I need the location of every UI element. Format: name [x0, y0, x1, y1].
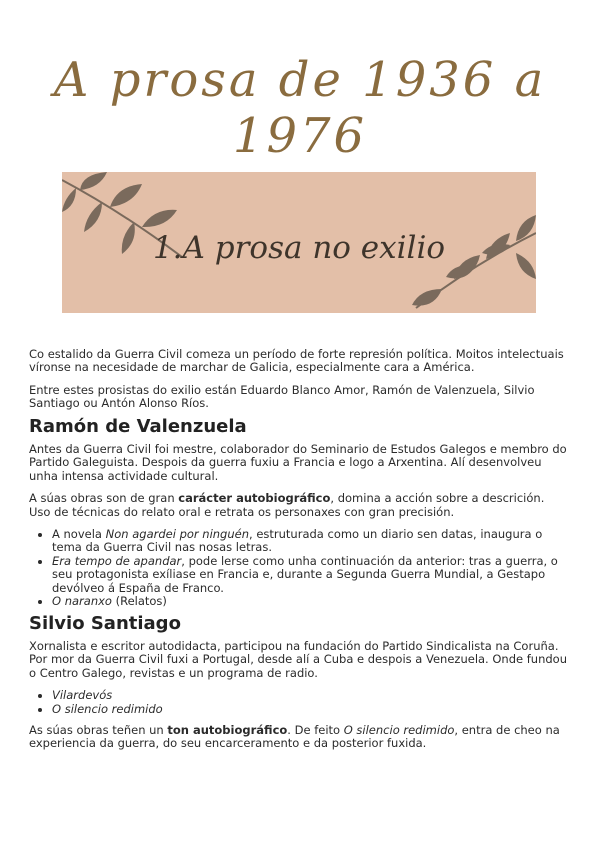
- bio-paragraph: Antes da Guerra Civil foi mestre, colaborador do Seminario de Estudos Galegos e membro do Partido Galeguista. Despois da guerra fuxiu a Francia e logo a Arxentina. Alí desenvolveu unha intensa actividade cultural.: [29, 442, 567, 483]
- section-banner: [62, 172, 536, 313]
- document-body: [29, 348, 569, 760]
- page-title: A prosa de 1936 a 1976: [53, 52, 547, 164]
- list-item: • O naranxo (Relatos): [52, 595, 569, 608]
- list-item: • Vilardevós: [52, 689, 569, 702]
- bio-paragraph: Xornalista e escritor autodidacta, participou na fundación do Partido Sindicalista na Coruña. Por mor da Guerra Civil fuxi a Portugal, desde alí a Cuba e despois a Venezuela. Onde fundou o Centro Galego, revistas e un programa de radio.: [29, 638, 567, 680]
- list-item: • O silencio redimido: [52, 703, 569, 716]
- list-item: • Era tempo de apandar, pode lerse como unha continuación da anterior: tras a guerra, o seu protagonista exíliase en Francia e, durante a Segunda Guerra Mundial, a Gestapo devólveo á España de Franco.: [52, 555, 569, 595]
- works-paragraph: As súas obras teñen un ton autobiográfico. De feito O silencio redimido, entra de cheo na experiencia da guerra, do seu encarceramento e da posterior fuxida.: [29, 722, 560, 751]
- works-list: [29, 689, 569, 716]
- intro-paragraph: Co estalido da Guerra Civil comeza un período de forte represión política. Moitos intelectuais víronse na necesidade de marchar de Galicia, especialmente cara a América.: [29, 347, 564, 375]
- author-heading-santiago: Silvio Santiago: [29, 612, 181, 634]
- intro-paragraph: Entre estes prosistas do exilio están Eduardo Blanco Amor, Ramón de Valenzuela, Silvio Santiago ou Antón Alonso Ríos.: [29, 382, 535, 411]
- works-list: [29, 528, 569, 608]
- author-heading-valenzuela: Ramón de Valenzuela: [29, 415, 247, 437]
- section-title: 1.A prosa no exilio: [152, 230, 446, 266]
- list-item: • A novela Non agardei por ninguén, estruturada como un diario sen datas, inaugura o tema da Guerra Civil nas nosas letras.: [52, 528, 569, 555]
- works-paragraph: A súas obras son de gran carácter autobiográfico, domina a acción sobre a descrición. Uso de técnicas do relato oral e retrata os personaxes con gran precisión.: [29, 491, 545, 519]
